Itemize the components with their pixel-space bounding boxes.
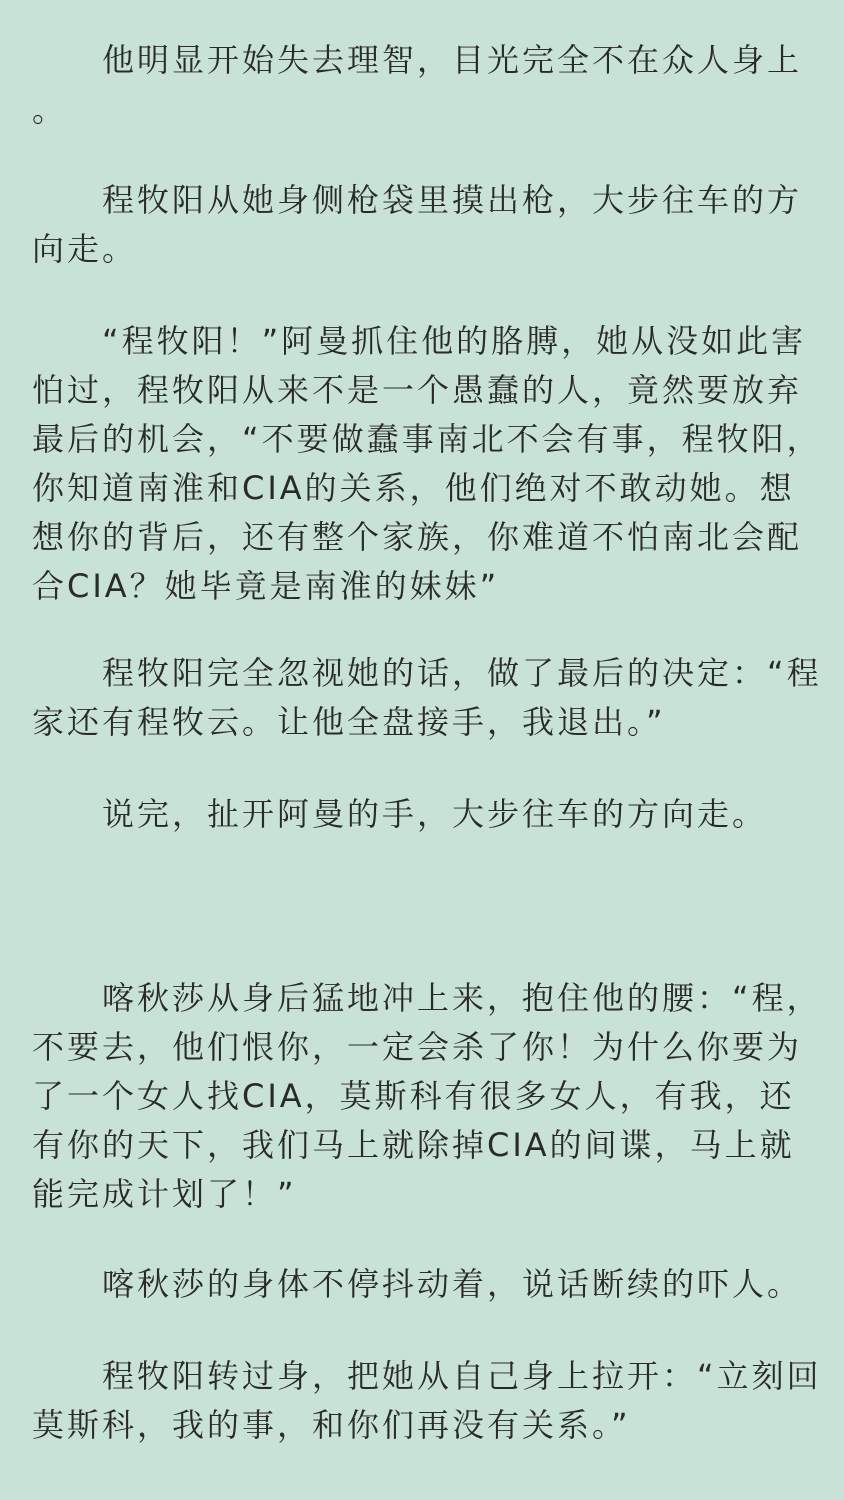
text-line: 你知道南淮和CIA的关系，他们绝对不敢动她。想 [32,469,795,507]
text-line: 。 [32,91,68,129]
text-line: 想你的背后，还有整个家族，你难道不怕南北会配 [32,518,803,556]
text-line: 合CIA？她毕竟是南淮的妹妹” [32,567,500,605]
text-line: 莫斯科，我的事，和你们再没有关系。” [32,1406,631,1444]
text-line: 不要去，他们恨你，一定会杀了你！为什么你要为 [32,1028,803,1066]
text-line: 向走。 [32,230,138,268]
text-line: 家还有程牧云。让他全盘接手，我退出。” [32,703,666,741]
text-line: 他明显开始失去理智，目光完全不在众人身上 [102,41,803,79]
text-line: 有你的天下，我们马上就除掉CIA的间谍，马上就 [32,1126,795,1164]
text-line: 程牧阳转过身，把她从自己身上拉开：“立刻回 [102,1357,822,1395]
text-line: 说完，扯开阿曼的手，大步往车的方向走。 [102,795,768,833]
text-line: 喀秋莎的身体不停抖动着，说话断续的吓人。 [102,1265,803,1303]
text-line: 怕过，程牧阳从来不是一个愚蠢的人，竟然要放弃 [32,371,803,409]
text-line: 程牧阳完全忽视她的话，做了最后的决定：“程 [102,654,822,692]
text-line: “程牧阳！”阿曼抓住他的胳膊，她从没如此害 [102,322,807,360]
text-line: 了一个女人找CIA，莫斯科有很多女人，有我，还 [32,1077,795,1115]
text-line: 能完成计划了！” [32,1175,297,1213]
text-line: 喀秋莎从身后猛地冲上来，抱住他的腰：“程， [102,979,822,1017]
text-line: 程牧阳从她身侧枪袋里摸出枪，大步往车的方 [102,181,803,219]
text-line: 最后的机会，“不要做蠢事南北不会有事，程牧阳， [32,420,822,458]
